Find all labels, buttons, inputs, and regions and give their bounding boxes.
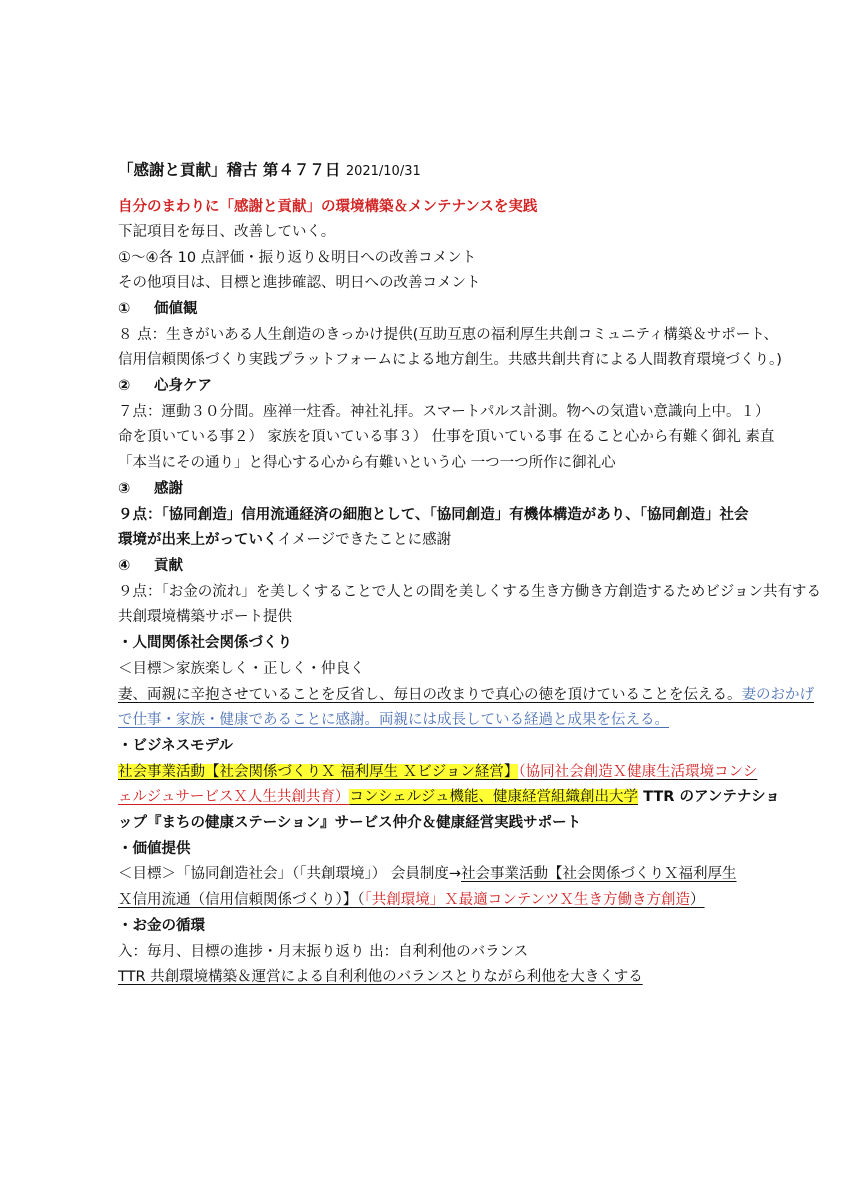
business-heading: ・ビジネスモデル — [118, 738, 233, 754]
kachikan-line-1: ８ 点：生きがいある人生創造のきっかけ提供(互助互恵の福利厚生共創コミュニティ構築＆サポート、 — [118, 327, 779, 343]
kansha-plain-text: イメージできたことに感謝 — [277, 532, 452, 548]
intro-line-3: その他項目は、目標と進捗確認、明日への改善コメント — [118, 275, 481, 291]
section-kouken-heading — [118, 556, 758, 576]
money-heading: ・お金の循環 — [118, 918, 205, 934]
money-line-1: 入：毎月、目標の進捗・月末振り返り 出：自利利他のバランス — [118, 944, 529, 960]
relations-heading: ・人間関係社会関係づくり — [118, 635, 292, 651]
value-text-end: ） — [690, 892, 705, 908]
business-red-text: ェルジュサービスＸ人生共創共育） — [118, 789, 350, 805]
section-number: ① — [118, 301, 131, 317]
value-red-text: 「共創環境」Ｘ最適コンテンツＸ生き方働き方創造 — [364, 892, 691, 908]
value-underlined-text: 社会事業活動【社会関係づくりＸ福利厚生 — [461, 866, 737, 882]
kouken-line-2: 共創環境構築サポート提供 — [118, 609, 292, 625]
value-line-2 — [118, 890, 758, 910]
section-kansha-heading — [118, 479, 758, 499]
business-red-text: （協同社会創造Ｘ健康生活環境コンシ — [518, 764, 758, 780]
relations-line-1 — [118, 685, 814, 705]
business-bold-text: TTR のアンテナショ — [638, 789, 780, 805]
shinshin-line-3: 「本当にその通り」と得心する心から有難いという心 一つ一つ所作に御礼心 — [118, 455, 616, 471]
section-number: ③ — [118, 481, 131, 497]
relations-blue-text: 妻のおかげ — [741, 687, 814, 703]
value-heading: ・価値提供 — [118, 841, 191, 857]
value-text: Ｘ信用流通（信用信頼関係づくり）】（ — [118, 892, 365, 908]
title-date: 2021/10/31 — [345, 164, 421, 179]
relations-line-2: で仕事・家族・健康であることに感謝。両親には成長している経過と成果を伝える。 — [118, 712, 669, 728]
kansha-line-2 — [118, 530, 758, 550]
business-line-3: ップ『まちの健康ステーション』サービス仲介＆健康経営実践サポート — [118, 815, 582, 831]
value-line-1 — [118, 864, 758, 884]
kachikan-line-2: 信用信頼関係づくり実践プラットフォームによる地方創生。共感共創共育による人間教育環境づくり。) — [118, 352, 782, 368]
business-highlight-text: コンシェルジュ機能、健康経営組織創出大学 — [349, 789, 639, 805]
section-number: ② — [118, 378, 131, 394]
section-title: 感謝 — [154, 481, 183, 497]
kansha-bold-text: 環境が出来上がっていく — [118, 532, 278, 548]
kouken-line-1: ９点：「お金の流れ」を美しくすることで人との間を美しくする生き方働き方創造するためビジョン共有する — [118, 584, 821, 600]
business-highlight-text: 社会事業活動【社会関係づくりＸ 福利厚生 Ｘビジョン経営】 — [118, 764, 519, 780]
relations-goal: ＜目標＞家族楽しく・正しく・仲良く — [118, 661, 365, 677]
section-shinshin-heading — [118, 376, 758, 396]
shinshin-line-2: 命を頂いている事２） 家族を頂いている事３） 仕事を頂いている事 在ること心から有難く御礼 素直 — [118, 429, 775, 445]
value-text: ＜目標＞「協同創造社会」（「共創環境」） 会員制度→ — [118, 866, 462, 882]
business-line-2 — [118, 787, 780, 807]
shinshin-line-1: ７点：運動３０分間。座禅一炷香。神社礼拝。スマートパルス計測。物への気遣い意識向上中。１） — [118, 404, 770, 420]
section-title: 貢献 — [154, 558, 183, 574]
kansha-line-1: ９点：「協同創造」信用流通経済の細胞として、「協同創造」有機体構造があり、「協同創造」社会 — [118, 507, 749, 523]
section-title: 価値観 — [154, 301, 198, 317]
business-line-1 — [118, 762, 758, 782]
money-line-2: TTR 共創環境構築＆運営による自利利他のバランスとりながら利他を大きくする — [118, 969, 643, 985]
headline: 自分のまわりに「感謝と貢献」の環境構築＆メンテナンスを実践 — [118, 199, 538, 215]
intro-line-1: 下記項目を毎日、改善していく。 — [118, 224, 336, 240]
section-number: ④ — [118, 558, 131, 574]
section-title: 心身ケア — [154, 378, 212, 394]
relations-text: 妻、両親に辛抱させていることを反省し、毎日の改まりで真心の徳を頂けていることを伝える。 — [118, 687, 742, 703]
title-text: 「感謝と貢献」稽古 第４７７日 — [118, 161, 341, 179]
page-title — [118, 160, 758, 182]
intro-line-2: ①～④各 10 点評価・振り返り＆明日への改善コメント — [118, 250, 477, 266]
section-kachikan-heading — [118, 299, 758, 319]
